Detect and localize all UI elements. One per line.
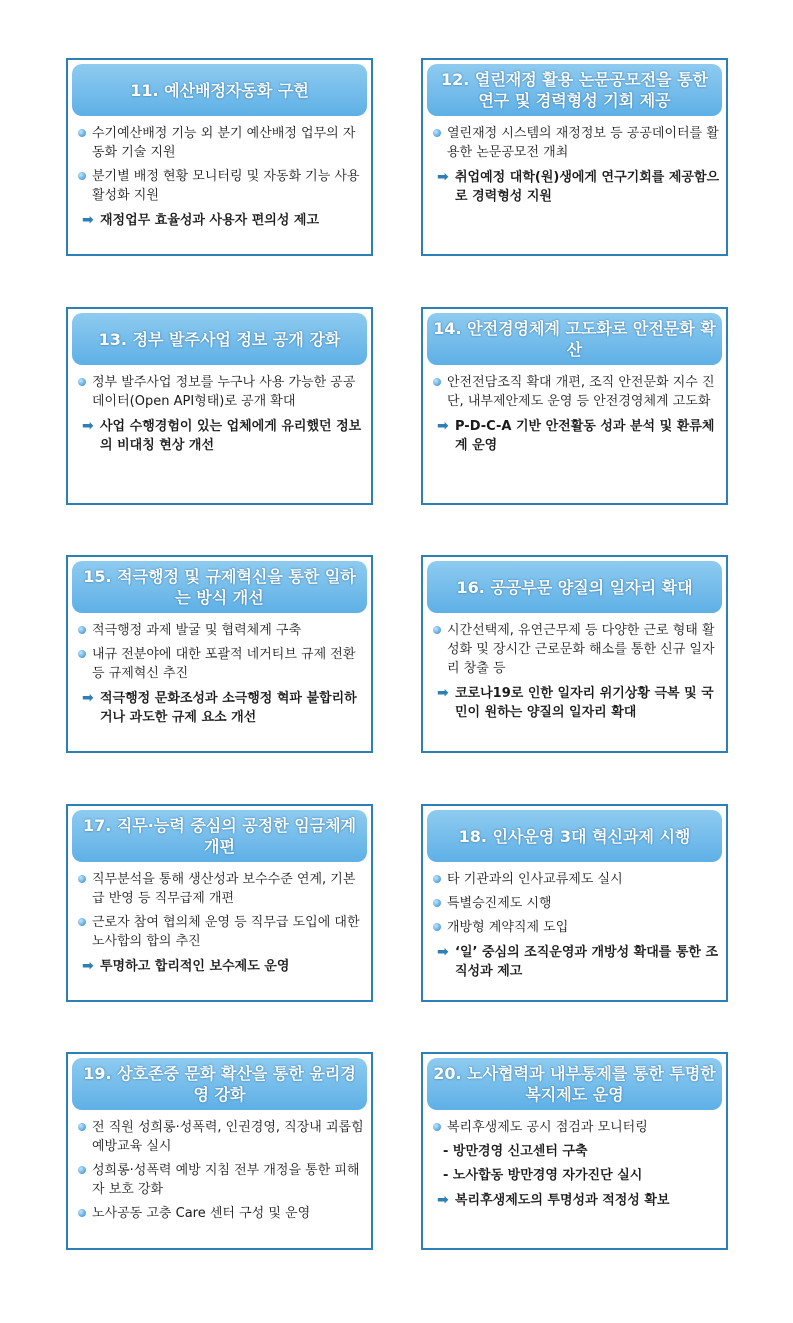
bullet-icon <box>78 650 86 658</box>
result-item <box>431 943 722 981</box>
card-title: 12. 열린재정 활용 논문공모전을 통한 연구 및 경력형성 기회 제공 <box>427 64 722 116</box>
card-body <box>431 870 722 986</box>
arrow-right-icon: ➡ <box>437 685 449 701</box>
result-item <box>76 689 367 727</box>
bullet-item <box>431 1118 722 1137</box>
arrow-right-icon: ➡ <box>437 418 449 434</box>
card-body <box>431 124 722 211</box>
card-body <box>76 870 367 981</box>
item-text: 안전전담조직 확대 개편, 조직 안전문화 지수 진단, 내부제안제도 운영 등 안전경영체계 고도화 <box>447 375 715 409</box>
arrow-right-icon: ➡ <box>82 418 94 434</box>
bullet-item <box>76 124 367 162</box>
item-text: 직무분석을 통해 생산성과 보수수준 연계, 기본급 반영 등 직무급제 개편 <box>92 872 356 906</box>
result-item <box>76 957 367 976</box>
bullet-item <box>76 1118 367 1156</box>
bullet-item <box>431 894 722 913</box>
item-text: 코로나19로 인한 일자리 위기상황 극복 및 국민이 원하는 양질의 일자리 확대 <box>455 686 714 720</box>
card-title: 18. 인사운영 3대 혁신과제 시행 <box>427 810 722 862</box>
bullet-item <box>76 913 367 951</box>
item-text: - 노사합동 방만경영 자가진단 실시 <box>443 1168 643 1183</box>
card-body <box>76 621 367 732</box>
sub-item <box>431 1166 722 1185</box>
sub-item <box>431 1142 722 1161</box>
item-text: 개방형 계약직제 도입 <box>447 920 569 935</box>
item-text: 특별승진제도 시행 <box>447 896 552 911</box>
bullet-icon <box>433 875 441 883</box>
result-item <box>76 417 367 455</box>
bullet-icon <box>78 1123 86 1131</box>
card-17 <box>66 804 373 1002</box>
bullet-item <box>76 621 367 640</box>
card-12 <box>421 58 728 256</box>
card-body <box>431 1118 722 1215</box>
card-title: 14. 안전경영체계 고도화로 안전문화 확산 <box>427 313 722 365</box>
card-13 <box>66 307 373 505</box>
card-title: 11. 예산배정자동화 구현 <box>72 64 367 116</box>
card-16 <box>421 555 728 753</box>
item-text: 사업 수행경험이 있는 업체에게 유리했던 정보의 비대칭 현상 개선 <box>100 419 362 453</box>
bullet-item <box>431 621 722 678</box>
arrow-right-icon: ➡ <box>82 958 94 974</box>
bullet-item <box>76 373 367 411</box>
bullet-icon <box>433 129 441 137</box>
item-text: 근로자 참여 협의체 운영 등 직무급 도입에 대한 노사합의 합의 추진 <box>92 915 360 949</box>
item-text: 정부 발주사업 정보를 누구나 사용 가능한 공공데이터(Open API형태)로 공개 확대 <box>92 375 356 409</box>
card-title: 16. 공공부문 양질의 일자리 확대 <box>427 561 722 613</box>
card-title: 15. 적극행정 및 규제혁신을 통한 일하는 방식 개선 <box>72 561 367 613</box>
bullet-item <box>431 124 722 162</box>
item-text: 재정업무 효율성과 사용자 편의성 제고 <box>100 213 320 228</box>
result-item <box>431 684 722 722</box>
card-body <box>431 373 722 460</box>
item-text: 복리후생제도 공시 점검과 모니터링 <box>447 1120 648 1135</box>
bullet-icon <box>433 923 441 931</box>
card-title: 20. 노사협력과 내부통제를 통한 투명한 복지제도 운영 <box>427 1058 722 1110</box>
card-body <box>76 373 367 460</box>
bullet-icon <box>433 626 441 634</box>
bullet-icon <box>78 875 86 883</box>
item-text: 분기별 배정 현황 모니터링 및 자동화 기능 사용 활성화 지원 <box>92 169 360 203</box>
card-18 <box>421 804 728 1002</box>
bullet-icon <box>78 918 86 926</box>
bullet-item <box>76 870 367 908</box>
bullet-icon <box>433 899 441 907</box>
card-title: 19. 상호존중 문화 확산을 통한 윤리경영 강화 <box>72 1058 367 1110</box>
item-text: 전 직원 성희롱·성폭력, 인권경영, 직장내 괴롭힘 예방교육 실시 <box>92 1120 364 1154</box>
arrow-right-icon: ➡ <box>437 1192 449 1208</box>
item-text: 내규 전분야에 대한 포괄적 네거티브 규제 전환 등 규제혁신 추진 <box>92 647 356 681</box>
item-text: 적극행정 문화조성과 소극행정 혁파 불합리하거나 과도한 규제 요소 개선 <box>100 691 357 725</box>
arrow-right-icon: ➡ <box>437 944 449 960</box>
bullet-icon <box>78 378 86 386</box>
item-text: - 방만경영 신고센터 구축 <box>443 1144 588 1159</box>
arrow-right-icon: ➡ <box>82 212 94 228</box>
bullet-icon <box>78 172 86 180</box>
item-text: 적극행정 과제 발굴 및 협력체계 구축 <box>92 623 302 638</box>
card-title: 17. 직무·능력 중심의 공정한 임금체계 개편 <box>72 810 367 862</box>
card-title: 13. 정부 발주사업 정보 공개 강화 <box>72 313 367 365</box>
bullet-icon <box>78 1166 86 1174</box>
result-item <box>76 211 367 230</box>
bullet-icon <box>433 1123 441 1131</box>
result-item <box>431 417 722 455</box>
card-body <box>431 621 722 727</box>
card-body <box>76 124 367 235</box>
result-item <box>431 1191 722 1210</box>
item-text: 노사공동 고충 Care 센터 구성 및 운영 <box>92 1206 311 1221</box>
item-text: 시간선택제, 유연근무제 등 다양한 근로 형태 활성화 및 장시간 근로문화 해소를 통한 신규 일자리 창출 등 <box>447 623 715 676</box>
item-text: ‘일’ 중심의 조직운영과 개방성 확대를 통한 조직성과 제고 <box>455 945 719 979</box>
bullet-item <box>76 1204 367 1223</box>
bullet-item <box>431 870 722 889</box>
item-text: 투명하고 합리적인 보수제도 운영 <box>100 959 290 974</box>
card-20 <box>421 1052 728 1250</box>
bullet-item <box>431 918 722 937</box>
card-body <box>76 1118 367 1228</box>
item-text: 열린재정 시스템의 재정정보 등 공공데이터를 활용한 논문공모전 개최 <box>447 126 719 160</box>
bullet-icon <box>78 626 86 634</box>
bullet-icon <box>433 378 441 386</box>
item-text: 복리후생제도의 투명성과 적정성 확보 <box>455 1193 670 1208</box>
bullet-icon <box>78 1209 86 1217</box>
bullet-icon <box>78 129 86 137</box>
item-text: 취업예정 대학(원)생에게 연구기회를 제공함으로 경력형성 지원 <box>455 170 720 204</box>
arrow-right-icon: ➡ <box>82 690 94 706</box>
item-text: P-D-C-A 기반 안전활동 성과 분석 및 환류체계 운영 <box>455 419 715 453</box>
item-text: 성희롱·성폭력 예방 지침 전부 개정을 통한 피해자 보호 강화 <box>92 1163 360 1197</box>
item-text: 수기예산배정 기능 외 분기 예산배정 업무의 자동화 기술 지원 <box>92 126 356 160</box>
item-text: 타 기관과의 인사교류제도 실시 <box>447 872 623 887</box>
result-item <box>431 168 722 206</box>
bullet-item <box>431 373 722 411</box>
card-14 <box>421 307 728 505</box>
bullet-item <box>76 167 367 205</box>
card-15 <box>66 555 373 753</box>
bullet-item <box>76 1161 367 1199</box>
bullet-item <box>76 645 367 683</box>
arrow-right-icon: ➡ <box>437 169 449 185</box>
card-19 <box>66 1052 373 1250</box>
card-11 <box>66 58 373 256</box>
